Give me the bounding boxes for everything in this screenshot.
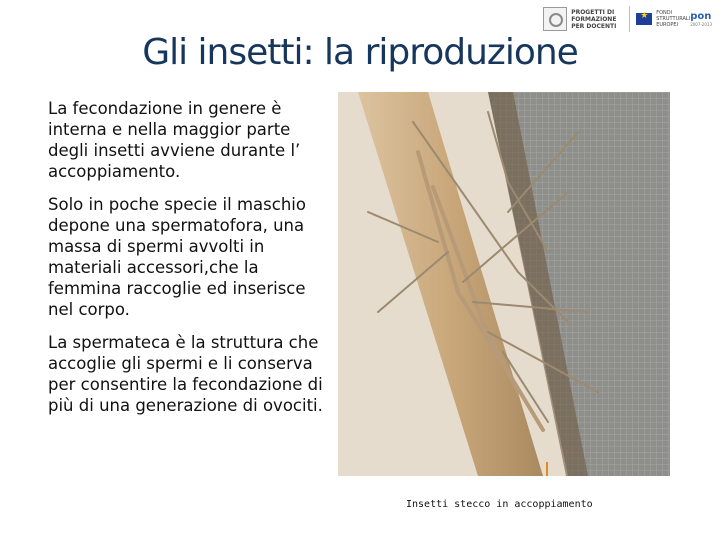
stick-insect-illustration <box>338 92 670 476</box>
slide-title: Gli insetti: la riproduzione <box>142 32 578 73</box>
body-text <box>48 98 328 428</box>
header-logos <box>543 4 712 34</box>
stick-insect-photo <box>338 92 670 476</box>
paragraph-fecondazione: La fecondazione in genere è interna e nella maggior parte degli insetti avviene durante l’ accoppiamento. <box>48 99 301 181</box>
eu-logo <box>636 10 691 28</box>
logo-divider <box>629 6 630 32</box>
ministry-logo-text: PROGETTI DI FORMAZIONE PER DOCENTI <box>571 8 617 30</box>
photo-caption: Insetti stecco in accoppiamento <box>406 499 593 510</box>
eu-flag-icon <box>636 13 652 25</box>
ministry-logo <box>543 7 623 31</box>
pon-logo-text: pon <box>690 11 712 22</box>
paragraph-spermateca: La spermateca è la struttura che accoglie gli spermi e li conserva per consentire la fecondazione di più di una generazione di ovociti. <box>48 333 323 415</box>
eu-logo-text: FONDI STRUTTURALI EUROPEI <box>656 10 691 28</box>
paragraph-spermatofora: Solo in poche specie il maschio depone una spermatofora, una massa di spermi avvolti in materiali accessori,che la femmina raccoglie ed inserisce nel corpo. <box>48 195 306 319</box>
pon-logo <box>690 11 712 27</box>
emblem-icon <box>543 7 567 31</box>
pon-logo-subtext: 2007-2013 <box>690 22 712 27</box>
